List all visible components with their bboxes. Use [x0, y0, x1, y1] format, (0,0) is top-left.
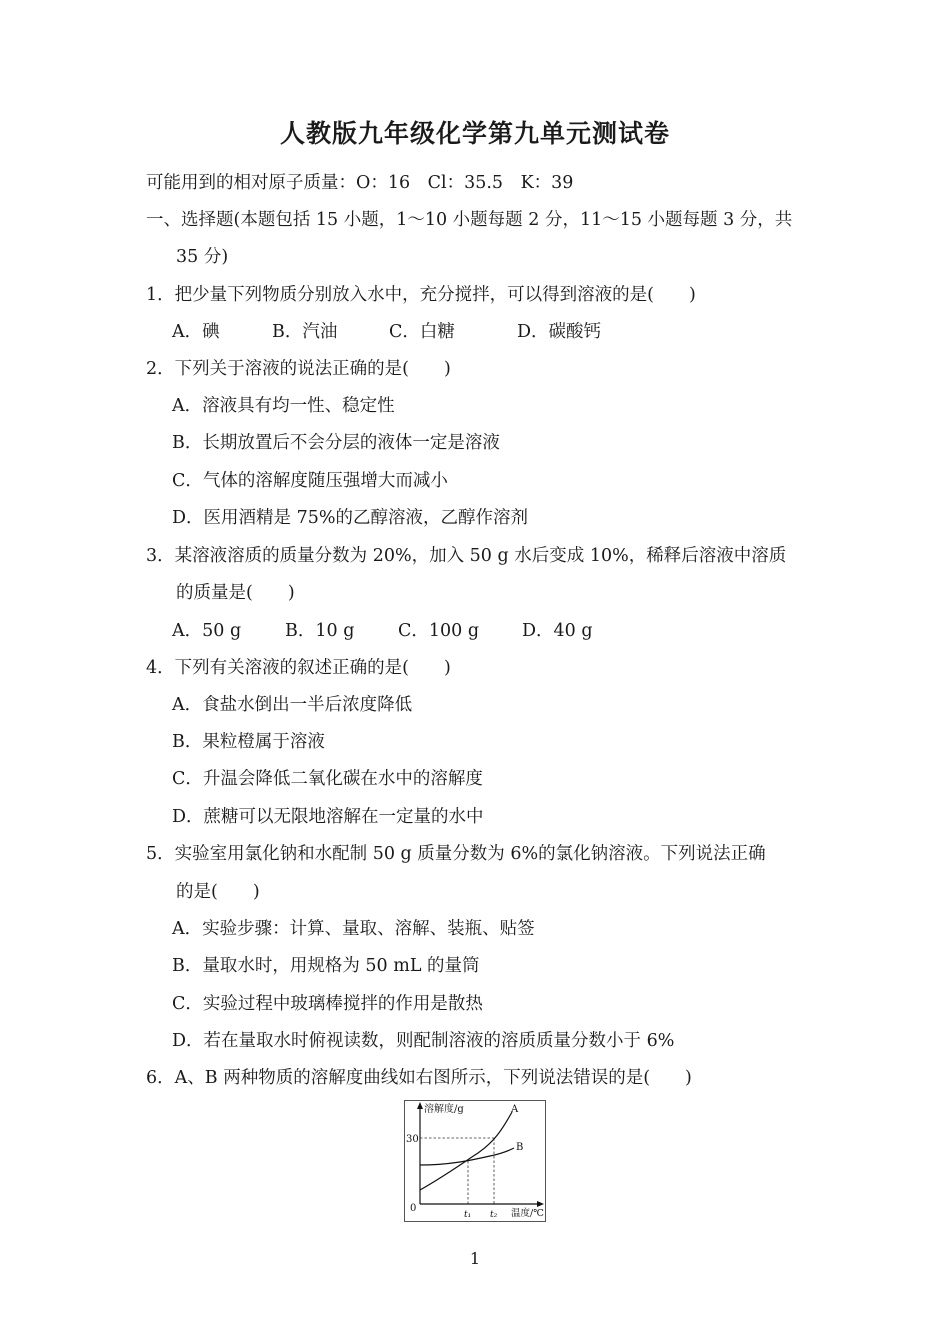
option-c: C．100 g: [398, 621, 480, 641]
section-heading: 一、选择题(本题包括 15 小题，1～10 小题每题 2 分，11～15 小题每题 3 分，共: [146, 210, 793, 230]
question-3-stem-cont: 的质量是( ): [176, 583, 295, 603]
option-c: C．气体的溶解度随压强增大而减小: [172, 471, 448, 491]
option-b: B．10 g: [285, 621, 355, 641]
question-6-stem: 6．A、B 两种物质的溶解度曲线如右图所示，下列说法错误的是( ): [146, 1068, 692, 1088]
option-d: D．碳酸钙: [517, 322, 602, 342]
question-1-stem: 1．把少量下列物质分别放入水中，充分搅拌，可以得到溶液的是( ): [146, 285, 696, 305]
page-title: 人教版九年级化学第九单元测试卷: [279, 119, 670, 148]
y-axis-arrow: [417, 1102, 423, 1109]
question-5-stem-cont: 的是( ): [176, 882, 260, 902]
option-d: D．蔗糖可以无限地溶解在一定量的水中: [172, 807, 484, 827]
option-c: C．白糖: [389, 322, 455, 342]
option-a: A．实验步骤：计算、量取、溶解、装瓶、贴签: [172, 919, 535, 939]
option-a: A．食盐水倒出一半后浓度降低: [172, 695, 413, 715]
option-b: B．汽油: [272, 322, 338, 342]
x-axis-label: 温度/℃: [511, 1208, 544, 1219]
question-3-options: [172, 619, 593, 643]
option-d: D．40 g: [522, 621, 593, 641]
series-label-b: B: [516, 1142, 524, 1153]
atomic-mass-line: 可能用到的相对原子质量：O：16 Cl：35.5 K：39: [146, 173, 574, 193]
figure-frame: [405, 1101, 546, 1222]
x-axis-arrow: [537, 1201, 544, 1207]
question-3-stem: 3．某溶液溶质的质量分数为 20%，加入 50 g 水后变成 10%，稀释后溶液中溶质: [146, 546, 787, 566]
y-tick-label: 30: [406, 1134, 419, 1145]
option-d: D．医用酒精是 75%的乙醇溶液，乙醇作溶剂: [172, 508, 528, 528]
curve-a: [420, 1112, 512, 1190]
option-b: B．果粒橙属于溶液: [172, 732, 325, 752]
option-c: C．升温会降低二氧化碳在水中的溶解度: [172, 769, 483, 789]
option-c: C．实验过程中玻璃棒搅拌的作用是散热: [172, 994, 483, 1014]
option-a: A．碘: [172, 322, 220, 342]
question-1-options: [172, 320, 601, 344]
page-number: 1: [469, 1249, 481, 1268]
solubility-chart: [398, 1098, 550, 1224]
y-axis-label: 溶解度/g: [424, 1104, 464, 1115]
series-label-a: A: [511, 1104, 519, 1115]
option-a: A．溶液具有均一性、稳定性: [172, 396, 395, 416]
option-a: A．50 g: [172, 621, 242, 641]
option-b: B．长期放置后不会分层的液体一定是溶液: [172, 433, 500, 453]
question-5-stem: 5．实验室用氯化钠和水配制 50 g 质量分数为 6%的氯化钠溶液。下列说法正确: [146, 844, 766, 864]
option-b: B．量取水时，用规格为 50 mL 的量筒: [172, 956, 480, 976]
option-d: D．若在量取水时俯视读数，则配制溶液的溶质质量分数小于 6%: [172, 1031, 675, 1051]
x-tick-label: t₁: [464, 1210, 472, 1220]
curve-b: [420, 1148, 514, 1165]
y-tick-label: 0: [410, 1203, 417, 1214]
question-2-stem: 2．下列关于溶液的说法正确的是( ): [146, 359, 451, 379]
question-4-stem: 4．下列有关溶液的叙述正确的是( ): [146, 658, 451, 678]
x-tick-label: t₂: [490, 1210, 498, 1220]
section-heading-cont: 35 分): [176, 247, 229, 267]
